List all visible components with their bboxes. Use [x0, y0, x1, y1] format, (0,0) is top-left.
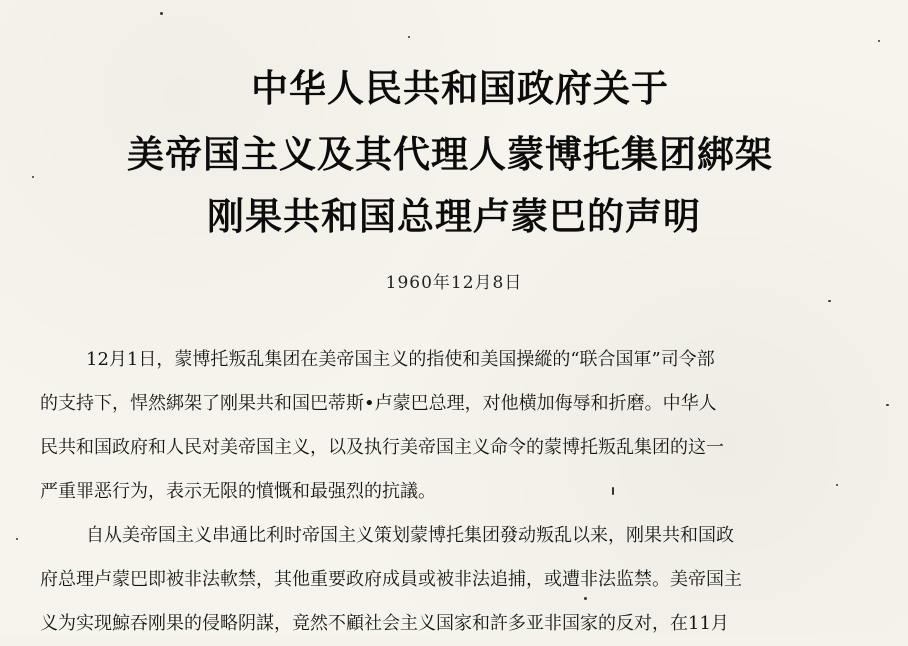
- scan-speck: [836, 484, 838, 486]
- scan-speck: [160, 12, 163, 15]
- document-date: 1960年12月8日: [385, 273, 523, 293]
- scan-speck: [612, 487, 614, 495]
- paragraph-2-line-2: 府总理卢蒙巴即被非法軟禁，其他重要政府成員或被非法追捕，或遭非法监禁。美帝国主: [40, 569, 742, 590]
- paragraph-1-line-4: 严重罪恶行为，表示无限的憤慨和最强烈的抗議。: [40, 481, 436, 502]
- scan-speck: [878, 40, 880, 42]
- paragraph-2-line-1: 自从美帝国主义串通比利时帝国主义策划蒙博托集团發动叛乱以来，刚果共和国政: [86, 525, 734, 546]
- paragraph-2: [40, 514, 870, 646]
- title-line-1: 中华人民共和国政府关于: [251, 67, 669, 110]
- scan-speck: [584, 597, 587, 600]
- scan-speck: [828, 300, 831, 302]
- scan-speck: [16, 538, 18, 540]
- paragraph-1-line-3: 民共和国政府和人民对美帝国主义，以及执行美帝国主义命令的蒙博托叛乱集团的这一: [40, 437, 724, 458]
- scan-speck: [408, 36, 410, 38]
- title-line-3: 刚果共和国总理卢蒙巴的声明: [207, 195, 701, 238]
- scan-speck: [32, 176, 34, 178]
- paragraph-2-line-3: 义为实现鯨吞刚果的侵略阴謀，竟然不顧社会主义国家和許多亚非国家的反对，在11月: [40, 613, 729, 634]
- title-line-2: 美帝国主义及其代理人蒙博托集团綁架: [127, 133, 773, 176]
- paragraph-1-line-2: 的支持下，悍然綁架了刚果共和国巴蒂斯•卢蒙巴总理，对他横加侮辱和折磨。中华人: [40, 393, 717, 414]
- paragraph-1-line-1: 12月1日，蒙博托叛乱集团在美帝国主义的指使和美国操縱的“联合国軍”司令部: [86, 349, 715, 370]
- paragraph-1: [40, 338, 870, 514]
- scan-speck: [886, 404, 889, 406]
